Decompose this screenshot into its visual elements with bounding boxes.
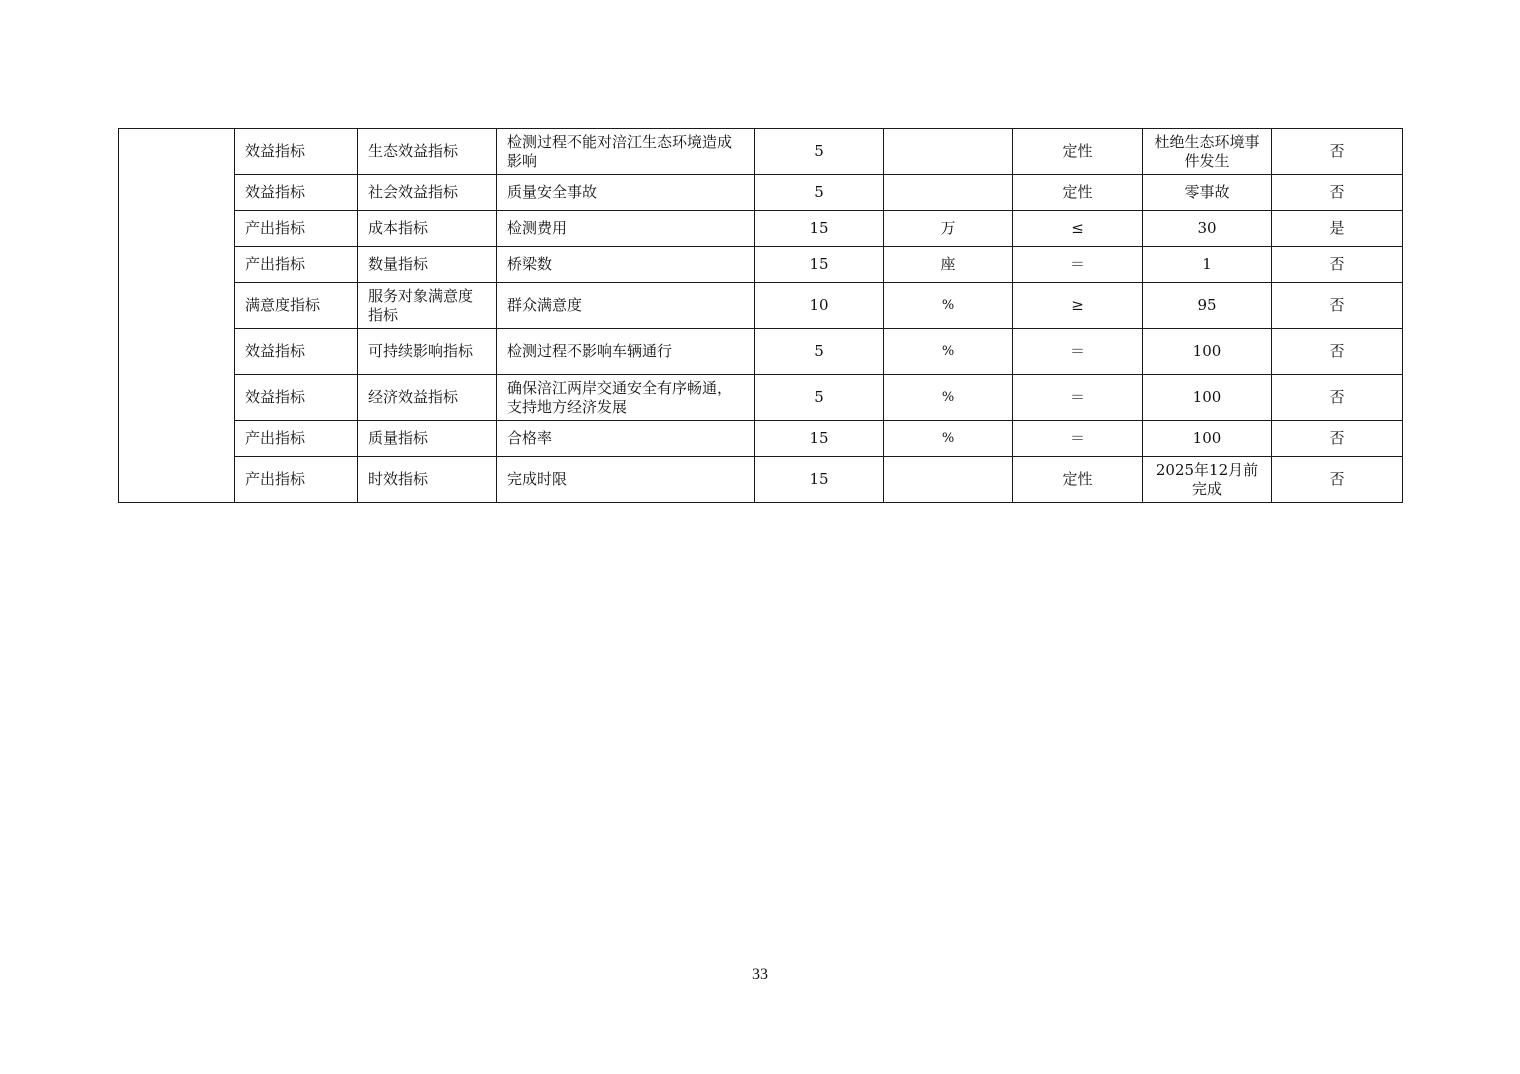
weight-cell: 5 <box>755 129 884 175</box>
level2-indicator-cell: 成本指标 <box>358 211 497 247</box>
level1-indicator-cell: 产出指标 <box>235 421 358 457</box>
weight-cell: 15 <box>755 421 884 457</box>
operator-cell: ＝ <box>1013 329 1143 375</box>
unit-cell: % <box>884 375 1013 421</box>
weight-cell: 10 <box>755 283 884 329</box>
operator-cell: ＝ <box>1013 247 1143 283</box>
operator-cell: 定性 <box>1013 175 1143 211</box>
level3-indicator-cell: 检测过程不影响车辆通行 <box>497 329 755 375</box>
core-indicator-cell: 否 <box>1272 375 1403 421</box>
core-indicator-cell: 否 <box>1272 175 1403 211</box>
level1-indicator-cell: 效益指标 <box>235 329 358 375</box>
operator-cell: ≤ <box>1013 211 1143 247</box>
weight-cell: 15 <box>755 211 884 247</box>
core-indicator-cell: 否 <box>1272 283 1403 329</box>
target-value-cell: 95 <box>1143 283 1272 329</box>
level2-indicator-cell: 时效指标 <box>358 457 497 503</box>
merged-blank-cell <box>119 129 235 503</box>
operator-cell: 定性 <box>1013 129 1143 175</box>
operator-cell: 定性 <box>1013 457 1143 503</box>
target-value-cell: 100 <box>1143 421 1272 457</box>
unit-cell: % <box>884 283 1013 329</box>
table-row <box>119 175 1403 211</box>
unit-cell: % <box>884 329 1013 375</box>
core-indicator-cell: 否 <box>1272 329 1403 375</box>
weight-cell: 5 <box>755 329 884 375</box>
core-indicator-cell: 否 <box>1272 129 1403 175</box>
table-body <box>119 129 1403 503</box>
level3-indicator-cell: 确保涪江两岸交通安全有序畅通，支持地方经济发展 <box>497 375 755 421</box>
unit-cell: % <box>884 421 1013 457</box>
core-indicator-cell: 否 <box>1272 421 1403 457</box>
target-value-cell: 30 <box>1143 211 1272 247</box>
level2-indicator-cell: 社会效益指标 <box>358 175 497 211</box>
table-row <box>119 421 1403 457</box>
table-row <box>119 329 1403 375</box>
level1-indicator-cell: 效益指标 <box>235 129 358 175</box>
table-row <box>119 283 1403 329</box>
unit-cell <box>884 175 1013 211</box>
target-value-cell: 杜绝生态环境事件发生 <box>1143 129 1272 175</box>
level1-indicator-cell: 满意度指标 <box>235 283 358 329</box>
operator-cell: ＝ <box>1013 375 1143 421</box>
operator-cell: ≥ <box>1013 283 1143 329</box>
level1-indicator-cell: 产出指标 <box>235 211 358 247</box>
target-value-cell: 100 <box>1143 375 1272 421</box>
table-row <box>119 457 1403 503</box>
unit-cell <box>884 457 1013 503</box>
level3-indicator-cell: 质量安全事故 <box>497 175 755 211</box>
unit-cell: 万 <box>884 211 1013 247</box>
weight-cell: 15 <box>755 457 884 503</box>
core-indicator-cell: 否 <box>1272 247 1403 283</box>
level1-indicator-cell: 产出指标 <box>235 457 358 503</box>
target-value-cell: 零事故 <box>1143 175 1272 211</box>
level1-indicator-cell: 产出指标 <box>235 247 358 283</box>
level3-indicator-cell: 合格率 <box>497 421 755 457</box>
weight-cell: 5 <box>755 175 884 211</box>
table-row <box>119 247 1403 283</box>
level3-indicator-cell: 桥梁数 <box>497 247 755 283</box>
level2-indicator-cell: 经济效益指标 <box>358 375 497 421</box>
level3-indicator-cell: 群众满意度 <box>497 283 755 329</box>
performance-indicator-table <box>118 128 1403 503</box>
level3-indicator-cell: 检测费用 <box>497 211 755 247</box>
weight-cell: 15 <box>755 247 884 283</box>
level2-indicator-cell: 服务对象满意度指标 <box>358 283 497 329</box>
page-number: 33 <box>752 966 768 983</box>
level2-indicator-cell: 质量指标 <box>358 421 497 457</box>
table-row <box>119 375 1403 421</box>
operator-cell: ＝ <box>1013 421 1143 457</box>
table-row <box>119 211 1403 247</box>
core-indicator-cell: 否 <box>1272 457 1403 503</box>
target-value-cell: 2025年12月前完成 <box>1143 457 1272 503</box>
level2-indicator-cell: 可持续影响指标 <box>358 329 497 375</box>
target-value-cell: 100 <box>1143 329 1272 375</box>
level3-indicator-cell: 完成时限 <box>497 457 755 503</box>
unit-cell <box>884 129 1013 175</box>
core-indicator-cell: 是 <box>1272 211 1403 247</box>
weight-cell: 5 <box>755 375 884 421</box>
level1-indicator-cell: 效益指标 <box>235 175 358 211</box>
level1-indicator-cell: 效益指标 <box>235 375 358 421</box>
table-row <box>119 129 1403 175</box>
target-value-cell: 1 <box>1143 247 1272 283</box>
unit-cell: 座 <box>884 247 1013 283</box>
level2-indicator-cell: 生态效益指标 <box>358 129 497 175</box>
level2-indicator-cell: 数量指标 <box>358 247 497 283</box>
level3-indicator-cell: 检测过程不能对涪江生态环境造成影响 <box>497 129 755 175</box>
